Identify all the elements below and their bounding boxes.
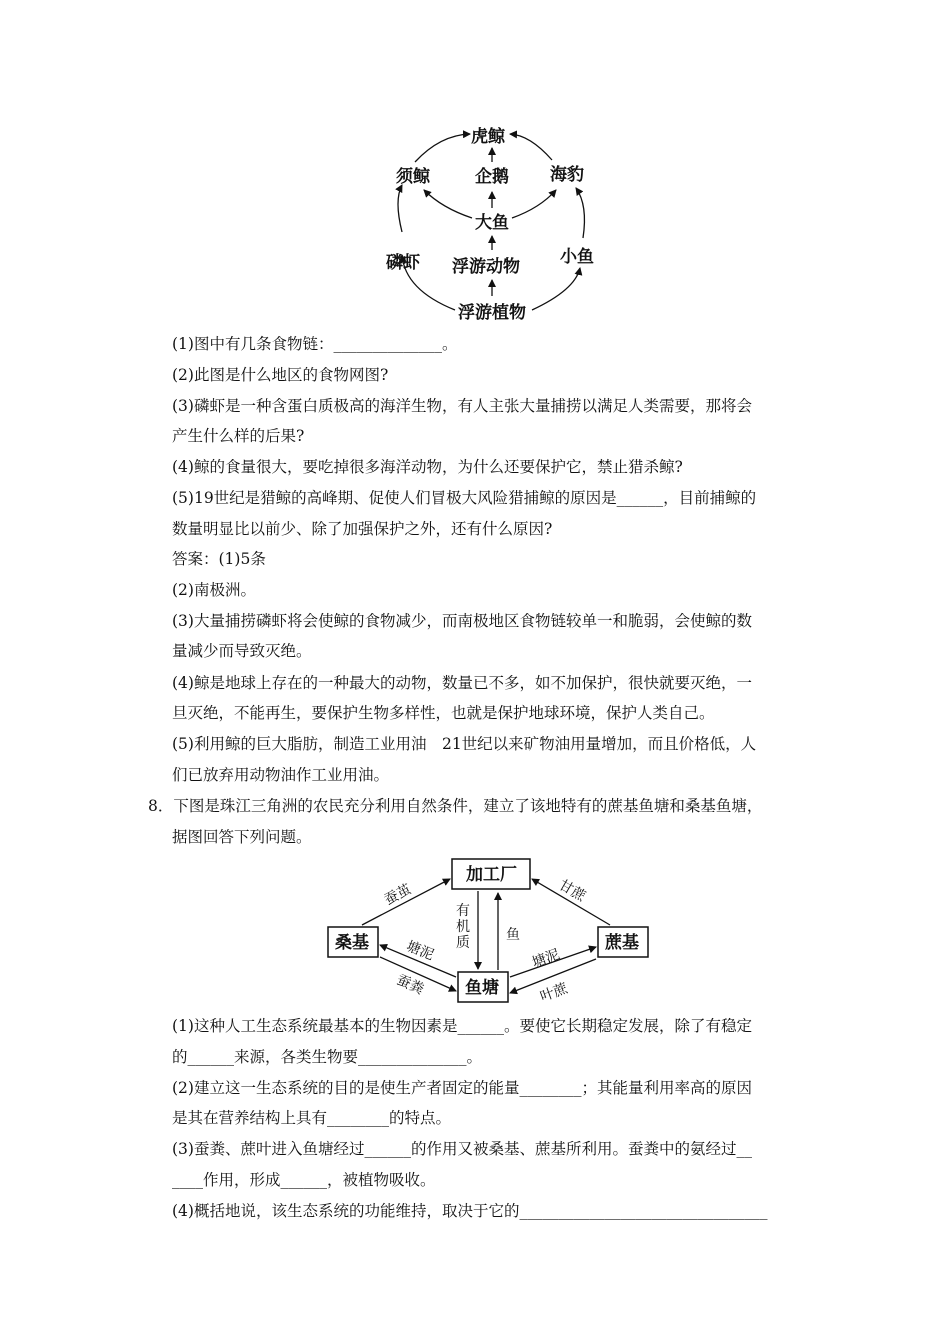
q7-line-5: (4)鲸的食量很大，要吃掉很多海洋动物，为什么还要保护它，禁止猎杀鲸? <box>172 458 683 476</box>
label-fishpond: 鱼塘 <box>465 978 499 998</box>
label-silkworm-cocoon: 蚕茧 <box>381 881 415 909</box>
label-factory: 加工厂 <box>466 865 517 885</box>
food-web-diagram <box>380 120 610 330</box>
label-silkworm-dung: 蚕粪 <box>393 971 427 999</box>
q8-line-7: (4)概括地说，该生态系统的功能维持，取决于它的________________________________ <box>172 1202 768 1220</box>
q8-line-6: ____作用，形成______，被植物吸收。 <box>172 1171 436 1189</box>
node-penguin: 企鹅 <box>475 167 509 187</box>
q7-line-6: (5)19世纪是猎鲸的高峰期、促使人们冒极大风险猎捕鲸的原因是______，目前捕鲸的 <box>172 489 757 507</box>
q8-line-5: (3)蚕粪、蔗叶进入鱼塘经过______的作用又被桑基、蔗基所利用。蚕粪中的氨经过__ <box>172 1140 752 1158</box>
q7-answer-3a: (3)大量捕捞磷虾将会使鲸的食物减少，而南极地区食物链较单一和脆弱，会使鲸的数 <box>172 612 752 630</box>
label-pond-mud-right: 塘泥 <box>530 946 562 972</box>
q8-line-1: (1)这种人工生态系统最基本的生物因素是______。要使它长期稳定发展，除了有稳定 <box>172 1017 752 1035</box>
label-mulberry: 桑基 <box>335 933 369 953</box>
node-krill: 磷虾 <box>386 253 420 273</box>
node-seal: 海豹 <box>550 165 584 185</box>
q8-stem-line-1: 8．下图是珠江三角洲的农民充分利用自然条件，建立了该地特有的蔗基鱼塘和桑基鱼塘， <box>148 797 763 815</box>
q7-answer-5a: (5)利用鲸的巨大脂肪，制造工业用油 21世纪以来矿物油用量增加，而且价格低，人 <box>172 735 757 753</box>
q8-line-3: (2)建立这一生态系统的目的是使生产者固定的能量________；其能量利用率高的原因 <box>172 1079 752 1097</box>
q7-answer-3b: 量减少而导致灭绝。 <box>172 642 312 660</box>
fishpond-system-diagram <box>320 855 660 1007</box>
q7-answer-4b: 旦灭绝，不能再生，要保护生物多样性，也就是保护地球环境，保护人类自己。 <box>172 704 715 722</box>
node-phytoplankton: 浮游植物 <box>458 303 526 323</box>
node-big-fish: 大鱼 <box>475 213 509 233</box>
node-zooplankton: 浮游动物 <box>452 257 520 277</box>
label-organic-matter-1: 有 <box>456 903 470 919</box>
node-small-fish: 小鱼 <box>560 247 594 267</box>
q8-line-4: 是其在营养结构上具有________的特点。 <box>172 1109 452 1127</box>
q7-line-7: 数量明显比以前少、除了加强保护之外，还有什么原因? <box>172 520 553 538</box>
q8-stem-line-2: 据图回答下列问题。 <box>172 828 312 846</box>
q8-line-2: 的______来源，各类生物要______________。 <box>172 1048 483 1066</box>
label-sugarcane: 蔗基 <box>605 933 639 953</box>
label-cane-leaves: 叶蔗 <box>538 980 570 1006</box>
label-pond-mud-left: 塘泥 <box>404 938 436 964</box>
q7-line-1: (1)图中有几条食物链：______________。 <box>172 335 458 353</box>
q7-line-2: (2)此图是什么地区的食物网图? <box>172 366 389 384</box>
label-organic-matter-3: 质 <box>456 935 470 951</box>
q7-answer-4a: (4)鲸是地球上存在的一种最大的动物，数量已不多，如不加保护，很快就要灭绝，一 <box>172 674 752 692</box>
label-organic-matter-2: 机 <box>456 919 470 935</box>
q7-line-3: (3)磷虾是一种含蛋白质极高的海洋生物，有人主张大量捕捞以满足人类需要，那将会 <box>172 397 752 415</box>
q7-line-4: 产生什么样的后果? <box>172 427 305 445</box>
node-baleen-whale: 须鲸 <box>396 167 430 187</box>
label-sugarcane-product: 甘蔗 <box>555 877 589 905</box>
q7-answer-1: 答案：(1)5条 <box>172 550 266 568</box>
node-tiger-whale: 虎鲸 <box>471 127 505 147</box>
q7-answer-2: (2)南极洲。 <box>172 581 256 599</box>
label-fish: 鱼 <box>506 927 520 943</box>
q7-answer-5b: 们已放弃用动物油作工业用油。 <box>172 766 390 784</box>
